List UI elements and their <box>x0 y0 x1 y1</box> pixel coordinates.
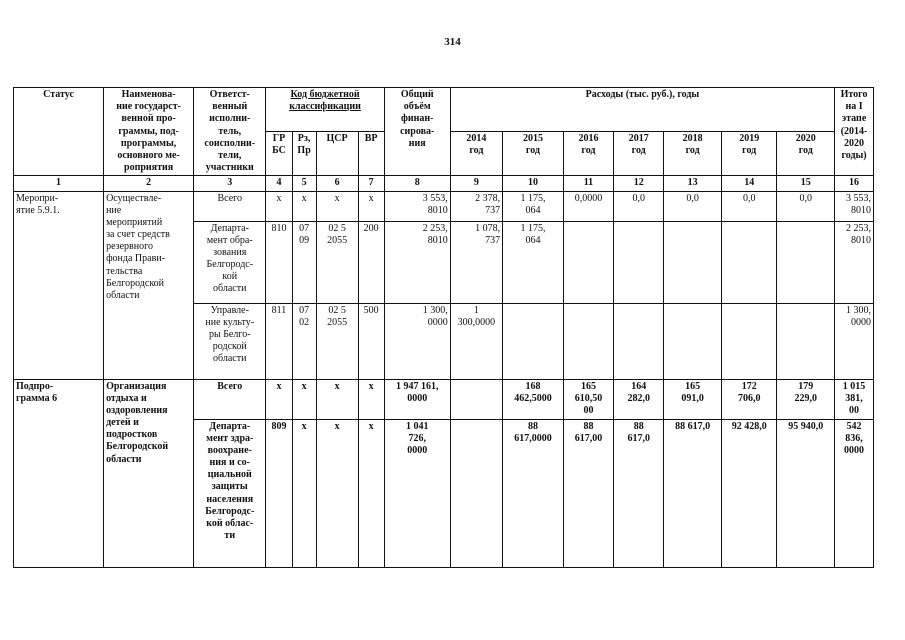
status-cell: Меропри- ятие 5.9.1. <box>14 191 104 379</box>
vr-cell: x <box>358 379 384 419</box>
csr-cell: x <box>316 419 358 567</box>
column-number: 16 <box>835 176 874 191</box>
rzpr-cell: 07 09 <box>292 221 316 303</box>
year-2018-cell <box>664 221 722 303</box>
stage-total-cell: 542 836, 0000 <box>835 419 874 567</box>
year-2015-cell: 168 462,5000 <box>503 379 564 419</box>
year-2020-cell: 179 229,0 <box>777 379 835 419</box>
stage-total-cell: 3 553, 8010 <box>835 191 874 221</box>
column-number: 9 <box>450 176 502 191</box>
csr-cell: x <box>316 191 358 221</box>
column-number: 11 <box>563 176 613 191</box>
column-number: 3 <box>194 176 266 191</box>
year-2018-cell: 0,0 <box>664 191 722 221</box>
csr-cell: x <box>316 379 358 419</box>
header-year-2019: 2019 год <box>721 132 777 176</box>
year-2019-cell <box>721 303 777 379</box>
column-number: 12 <box>614 176 664 191</box>
vr-cell: x <box>358 419 384 567</box>
status-cell: Подпро- грамма 6 <box>14 379 104 567</box>
grbs-cell: 809 <box>266 419 292 567</box>
column-number: 15 <box>777 176 835 191</box>
header-csr: ЦСР <box>316 132 358 176</box>
rzpr-cell: x <box>292 379 316 419</box>
year-2018-cell <box>664 303 722 379</box>
column-number: 7 <box>358 176 384 191</box>
year-2015-cell: 1 175, 064 <box>503 191 564 221</box>
total-cell: 2 253, 8010 <box>384 221 450 303</box>
vr-cell: 200 <box>358 221 384 303</box>
column-number: 13 <box>664 176 722 191</box>
column-number-row <box>14 176 874 191</box>
year-2017-cell <box>614 303 664 379</box>
year-2016-cell <box>563 303 613 379</box>
stage-total-cell: 2 253, 8010 <box>835 221 874 303</box>
header-stage-total: Итого на I этапе (2014- 2020 годы) <box>835 88 874 176</box>
header-total-funding: Общий объём финан- сирова- ния <box>384 88 450 176</box>
header-year-2018: 2018 год <box>664 132 722 176</box>
responsible-cell: Управле- ние культу- ры Белго- родской области <box>194 303 266 379</box>
grbs-cell: 810 <box>266 221 292 303</box>
header-vr: ВР <box>358 132 384 176</box>
year-2014-cell: 1 078, 737 <box>450 221 502 303</box>
responsible-cell: Департа- мент здра- воохране- ния и со- циальной защиты населения Белгородс- кой облас- ти <box>194 419 266 567</box>
responsible-cell: Всего <box>194 191 266 221</box>
column-number: 8 <box>384 176 450 191</box>
responsible-cell: Департа- мент обра- зования Белгородс- кой области <box>194 221 266 303</box>
column-number: 5 <box>292 176 316 191</box>
column-number: 4 <box>266 176 292 191</box>
column-number: 14 <box>721 176 777 191</box>
year-2019-cell: 0,0 <box>721 191 777 221</box>
year-2020-cell: 0,0 <box>777 191 835 221</box>
year-2016-cell: 165 610,50 00 <box>563 379 613 419</box>
header-year-2014: 2014 год <box>450 132 502 176</box>
year-2017-cell <box>614 221 664 303</box>
year-2019-cell: 92 428,0 <box>721 419 777 567</box>
year-2020-cell <box>777 303 835 379</box>
stage-total-cell: 1 300, 0000 <box>835 303 874 379</box>
year-2014-cell: 1 300,0000 <box>450 303 502 379</box>
vr-cell: x <box>358 191 384 221</box>
header-status: Статус <box>14 88 104 176</box>
csr-cell: 02 5 2055 <box>316 303 358 379</box>
year-2016-cell: 0,0000 <box>563 191 613 221</box>
header-program-name: Наименова- ние государст- венной про- граммы, под- программы, основного ме- роприятия <box>104 88 194 176</box>
page-number: 314 <box>444 36 461 48</box>
vr-cell: 500 <box>358 303 384 379</box>
year-2015-cell: 1 175, 064 <box>503 221 564 303</box>
header-grbs: ГР БС <box>266 132 292 176</box>
responsible-cell: Всего <box>194 379 266 419</box>
header-year-2017: 2017 год <box>614 132 664 176</box>
csr-cell: 02 5 2055 <box>316 221 358 303</box>
grbs-cell: x <box>266 191 292 221</box>
table-row <box>14 191 874 221</box>
year-2017-cell: 88 617,0 <box>614 419 664 567</box>
rzpr-cell: 07 02 <box>292 303 316 379</box>
year-2014-cell: 2 378, 737 <box>450 191 502 221</box>
year-2018-cell: 88 617,0 <box>664 419 722 567</box>
year-2014-cell <box>450 379 502 419</box>
year-2019-cell <box>721 221 777 303</box>
year-2015-cell: 88 617,0000 <box>503 419 564 567</box>
grbs-cell: x <box>266 379 292 419</box>
program-name-cell: Организация отдыха и оздоровления детей и подростков Белгородской области <box>104 379 194 567</box>
header-responsible: Ответст- венный исполни- тель, соисполни- тели, участники <box>194 88 266 176</box>
year-2018-cell: 165 091,0 <box>664 379 722 419</box>
header-expenses: Расходы (тыс. руб.), годы <box>450 88 834 132</box>
total-cell: 1 041 726, 0000 <box>384 419 450 567</box>
rzpr-cell: x <box>292 191 316 221</box>
header-row-1 <box>14 88 874 132</box>
header-rzpr: Рз, Пр <box>292 132 316 176</box>
year-2020-cell: 95 940,0 <box>777 419 835 567</box>
total-cell: 1 947 161, 0000 <box>384 379 450 419</box>
year-2017-cell: 0,0 <box>614 191 664 221</box>
year-2019-cell: 172 706,0 <box>721 379 777 419</box>
year-2015-cell <box>503 303 564 379</box>
year-2016-cell <box>563 221 613 303</box>
header-year-2020: 2020 год <box>777 132 835 176</box>
column-number: 2 <box>104 176 194 191</box>
stage-total-cell: 1 015 381, 00 <box>835 379 874 419</box>
year-2014-cell <box>450 419 502 567</box>
column-number: 10 <box>503 176 564 191</box>
header-year-2016: 2016 год <box>563 132 613 176</box>
table-row <box>14 379 874 419</box>
header-budget-code: Код бюджетной классификации <box>266 88 384 132</box>
year-2017-cell: 164 282,0 <box>614 379 664 419</box>
year-2020-cell <box>777 221 835 303</box>
budget-table <box>13 87 874 568</box>
column-number: 1 <box>14 176 104 191</box>
year-2016-cell: 88 617,00 <box>563 419 613 567</box>
column-number: 6 <box>316 176 358 191</box>
total-cell: 1 300, 0000 <box>384 303 450 379</box>
total-cell: 3 553, 8010 <box>384 191 450 221</box>
grbs-cell: 811 <box>266 303 292 379</box>
rzpr-cell: x <box>292 419 316 567</box>
program-name-cell: Осуществле- ние мероприятий за счет средств резервного фонда Прави- тельства Белгородской области <box>104 191 194 379</box>
header-year-2015: 2015 год <box>503 132 564 176</box>
